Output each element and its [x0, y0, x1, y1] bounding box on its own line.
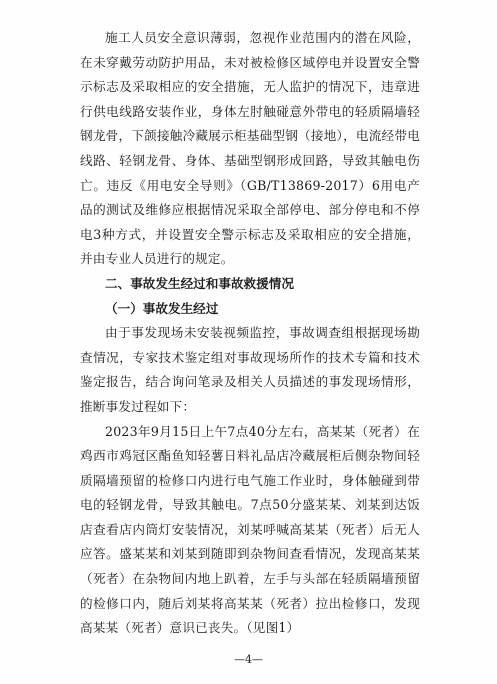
paragraph-cause: 施工人员安全意识薄弱，忽视作业范围内的潜在风险，在未穿戴劳动防护用品，未对被检修区域停电并设置安全警示标志及采取相应的安全措施，无人监护的情况下，违章进行供电线路安装作业，身体左肘触碰意外带电的轻质隔墙轻钢龙骨，下颌接触冷藏展示柜基础型钢（接地），电流经带电线路、轻钢龙骨、身体、基础型钢形成回路，导致其触电伤亡。违反《用电安全导则》（GB/T13869-2017）6用电产品的测试及维修应根据情况采取全部停电、部分停电和不停电3种方式，并设置安全警示标志及采取相应的安全措施，并由专业人员进行的规定。 — [80, 30, 420, 267]
paragraph-timeline: 2023年9月15日上午7点40分左右，高某某（死者）在鸡西市鸡冠区酯鱼知轻薯日料礼品店冷藏展柜后侧杂物间轻质隔墙预留的检修口内进行电气施工作业时，身体触碰到带电的轻钢龙骨，导致其触电。7点50分盛某某、刘某到达饭店查看店内筒灯安装情况，刘某呼喊高某某（死者）后无人应答。盛某某和刘某到随即到杂物间查看情况，发现高某某（死者）在杂物间内地上趴着，左手与头部在轻质隔墙预留的检修口内，随后刘某将高某某（死者）拉出检修口，发现高某某（死者）意识已丧失。（见图1） — [80, 423, 420, 636]
subsection-heading: （一）事故发生经过 — [105, 300, 219, 316]
page-number: —4— — [234, 653, 263, 666]
document-body — [80, 26, 420, 641]
section-heading: 二、事故发生经过和事故救援情况 — [105, 275, 294, 291]
paragraph-investigation: 由于事发现场未安装视频监控，事故调查组根据现场勘查情况，专家技术鉴定组对事故现场所作的技术专篇和技术鉴定报告，结合询问笔录及相关人员描述的事发现场情形，推断事发过程如下： — [80, 325, 420, 414]
